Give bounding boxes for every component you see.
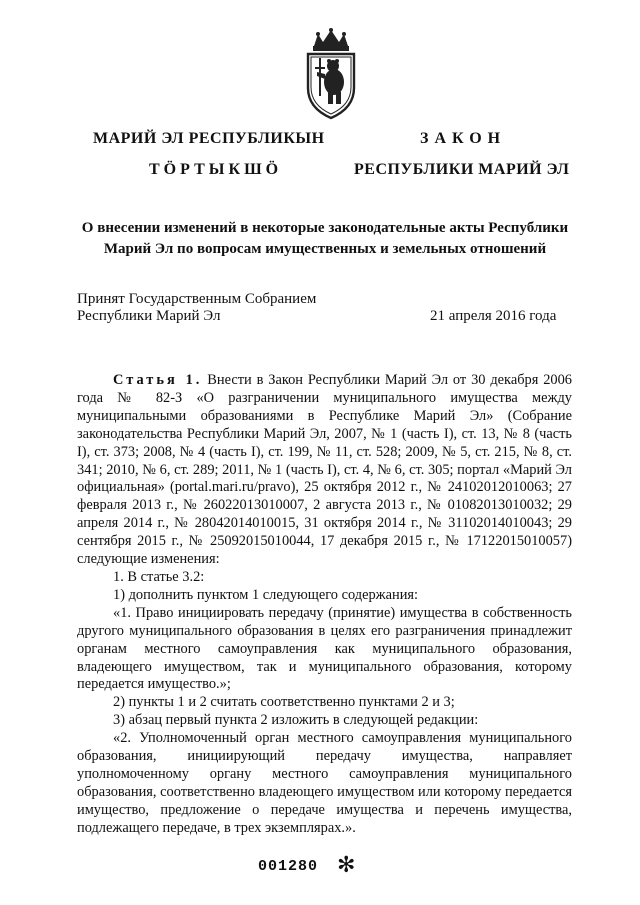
- document-title-line2: Марий Эл по вопросам имущественных и земельных отношений: [103, 241, 547, 257]
- adoption-line2: Республики Марий Эл: [77, 308, 221, 324]
- article-paragraph: [77, 372, 572, 569]
- article-label: Статья 1.: [113, 372, 203, 388]
- article-paragraph: 2) пункты 1 и 2 считать соответственно пунктами 2 и 3;: [113, 694, 455, 711]
- adoption-date: 21 апреля 2016 года: [430, 308, 557, 324]
- article-paragraph-text: Внести в Закон Республики Марий Эл от 30 декабря 2006 года № 82-З «О разграничении муниципального имущества между муниципальными образованиями в Республике Марий Эл» (Собрание законодательства Республики Марий Эл, 2007, № 1 (часть I), ст. 13, № 8 (часть I), ст. 373; 2008, № 4 (часть I), ст. 199, № 11, ст. 528; 2009, № 5, ст. 215, № 8, ст. 341; 2010, № 6, ст. 289; 2011, № 1 (часть I), ст. 4, № 6, ст. 305; портал «Марий Эл официальная» (portal.mari.ru/pravo), 25 октября 2012 г., № 24102012010063; 27 февраля 2013 г., № 26022013010007, 2 августа 2013 г., № 01082013010032; 29 апреля 2014 г., № 28042014010015, 31 октября 2014 г., № 31102014010043; 29 сентября 2015 г., № 25092015010044, 17 декабря 2015 г., № 17122015010057) следующие изменения:: [77, 372, 572, 568]
- document-title-line1: О внесении изменений в некоторые законодательные акты Республики: [81, 220, 569, 236]
- article-paragraph: «1. Право инициировать передачу (принятие) имущества в собственность другого муниципального образования в целях его разграничения принадлежит органам местного самоуправления как муниципального образования, владеющего имуществом, так и муниципального образования, которому передается имущество.»;: [77, 604, 572, 693]
- article-body: [77, 372, 572, 838]
- asterisk-mark-icon: ✻: [337, 853, 356, 878]
- document-number: 001280: [258, 858, 319, 875]
- article-paragraph: 1) дополнить пунктом 1 следующего содержания:: [113, 586, 419, 603]
- header-right-line2: РЕСПУБЛИКИ МАРИЙ ЭЛ: [354, 161, 570, 178]
- article-paragraph: «2. Уполномоченный орган местного самоуправления муниципального образования, инициирующий передачу имущества, направляет уполномоченному органу местного самоуправления муниципального образования, соответственно владеющего имуществом или которому передается имущество, предложение о передаче имущества и перечень имущества, подлежащего передаче, в трех экземплярах.».: [77, 730, 572, 836]
- adoption-line1: Принят Государственным Собранием: [77, 291, 317, 307]
- coat-of-arms-emblem-icon: [300, 28, 362, 120]
- article-paragraph: 1. В статье 3.2:: [113, 568, 205, 585]
- document-title: [60, 218, 590, 260]
- header-left-line1: МАРИЙ ЭЛ РЕСПУБЛИКЫН: [93, 130, 325, 147]
- header-right-line1: ЗАКОН: [420, 130, 507, 147]
- article-paragraph: 3) абзац первый пункта 2 изложить в следующей редакции:: [113, 712, 479, 729]
- header-left-line2: ТӦРТЫКШӦ: [149, 161, 283, 178]
